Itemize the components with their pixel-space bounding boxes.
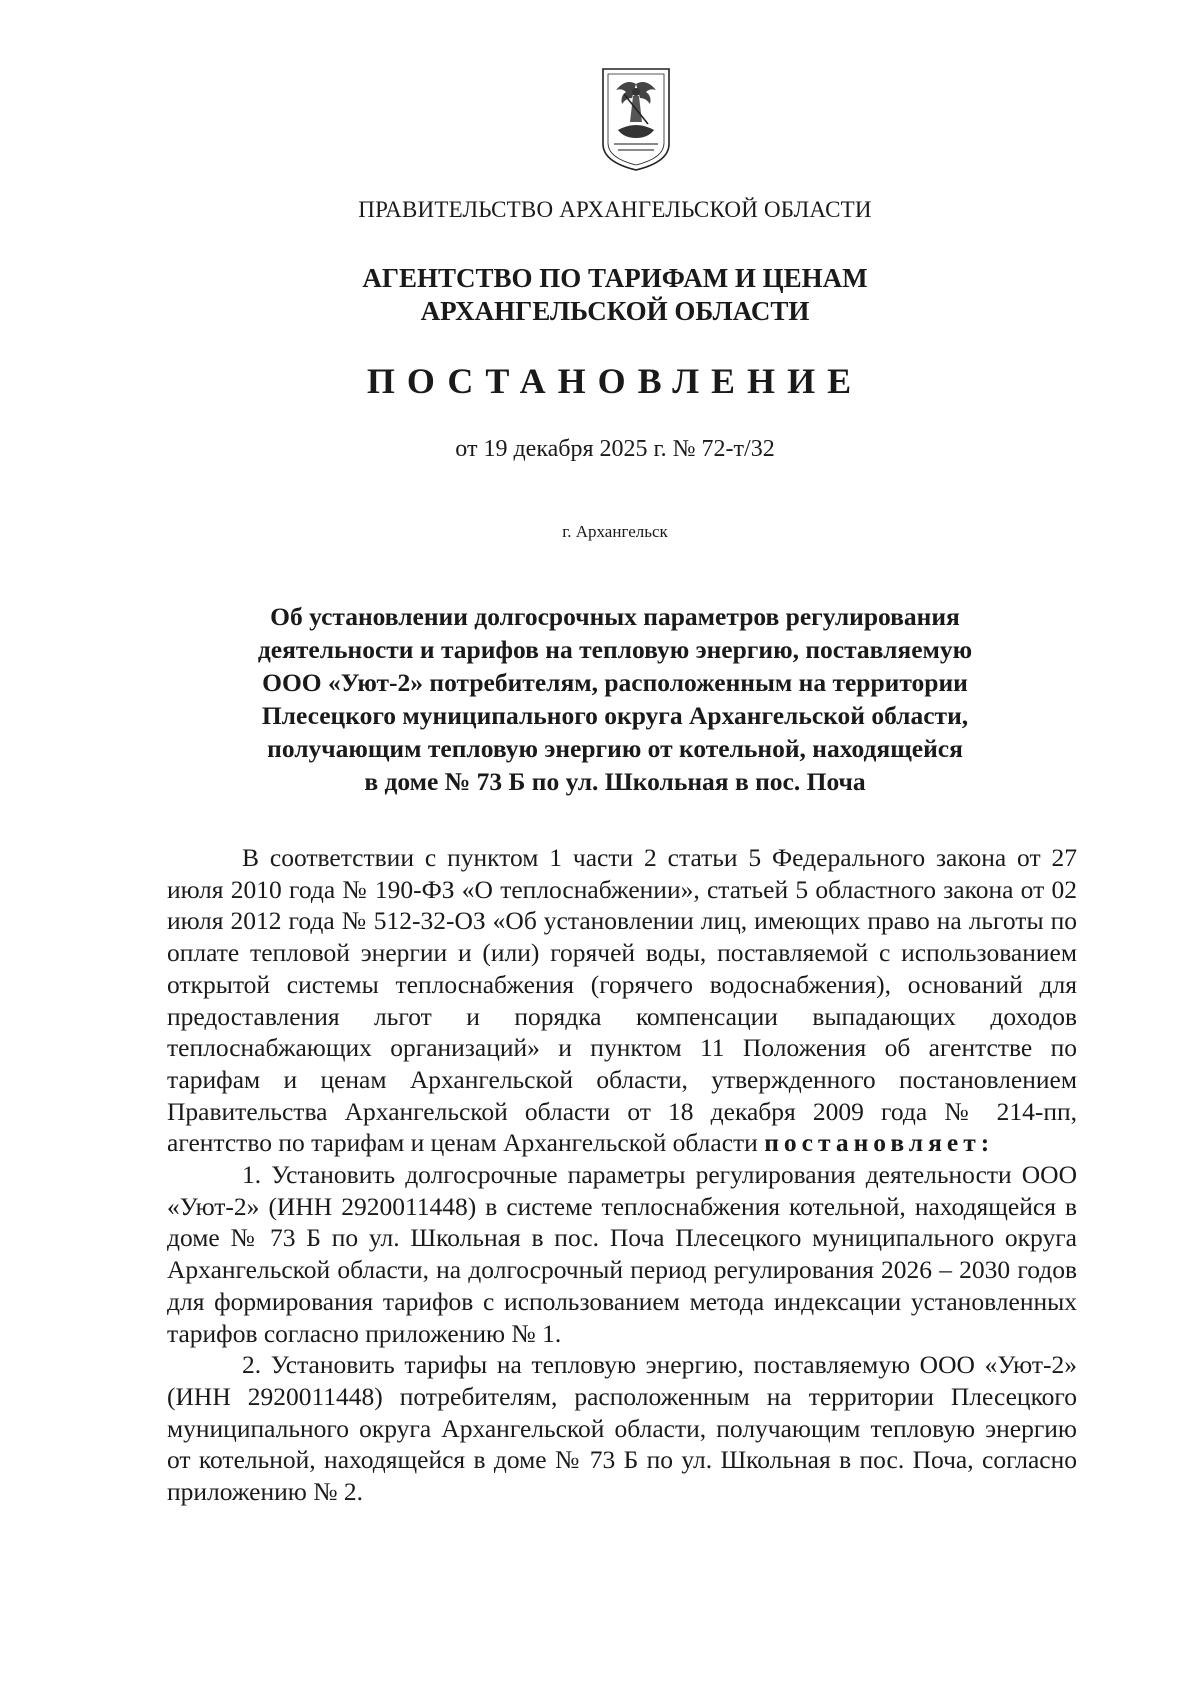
subject-line: в доме № 73 Б по ул. Школьная в пос. Почa bbox=[364, 767, 866, 796]
government-name: ПРАВИТЕЛЬСТВО АРХАНГЕЛЬСКОЙ ОБЛАСТИ bbox=[358, 197, 872, 222]
clause-1: 1. Установить долгосрочные параметры регулирования деятельности ООО «Уют-2» (ИНН 2920011448) в системе теплоснабжения котельной, находящейся в доме № 73 Б по ул. Школьная в пос. Почa Плесецкого муниципального округа Архангельской области, на долгосрочный период регулирования 2026 – 2030 годов для формирования тарифов с использованием метода индексации установленных тарифов согласно приложению № 1. bbox=[167, 1160, 1077, 1348]
decree-colon: : bbox=[980, 1128, 990, 1158]
agency-name-line-2: АРХАНГЕЛЬСКОЙ ОБЛАСТИ bbox=[420, 296, 810, 326]
subject-line: Об установлении долгосрочных параметров регулирования bbox=[270, 602, 960, 631]
clause-2: 2. Установить тарифы на тепловую энергию, поставляемую ООО «Уют-2» (ИНН 2920011448) потребителям, расположенным на территории Плесецкого муниципального округа Архангельской области, получающим тепловую энергию от котельной, находящейся в доме № 73 Б по ул. Школьная в пос. Почa, согласно приложению № 2. bbox=[167, 1350, 1077, 1507]
coat-of-arms-icon bbox=[600, 66, 672, 172]
preamble-paragraph bbox=[167, 842, 1077, 1159]
document-subject bbox=[175, 600, 1055, 798]
document-type: ПОСТАНОВЛЕНИЕ bbox=[366, 361, 864, 401]
document-body bbox=[167, 842, 1077, 1508]
document-date-number: от 19 декабря 2025 г. № 72-т/32 bbox=[455, 436, 775, 462]
subject-line: ООО «Уют-2» потребителям, расположенным на территории bbox=[262, 668, 968, 697]
preamble-text: В соответствии с пунктом 1 части 2 статьи 5 Федерального закона от 27 июля 2010 года № 190-ФЗ «О теплоснабжении», статьей 5 областного закона от 02 июля 2012 года № 512-32-ОЗ «Об установлении лиц, имеющих право на льготы по оплате тепловой энергии и (или) горячей воды, поставляемой с использованием открытой системы теплоснабжения (горячего водоснабжения), оснований для предоставления льгот и порядка компенсации выпадающих доходов теплоснабжающих организаций» и пунктом 11 Положения об агентстве по тарифам и ценам Архангельской области, утвержденного постановлением Правительства Архангельской области от 18 декабря 2009 года № 214-пп, агентство по тарифам и ценам Архангельской области bbox=[167, 843, 1077, 1158]
agency-name-line-1: АГЕНТСТВО ПО ТАРИФАМ И ЦЕНАМ bbox=[362, 263, 868, 293]
agency-name bbox=[150, 262, 1080, 328]
decree-word: постановляет bbox=[764, 1128, 981, 1158]
subject-line: Плесецкого муниципального округа Архангельской области, bbox=[261, 701, 969, 730]
document-city: г. Архангельск bbox=[562, 522, 668, 541]
subject-line: деятельности и тарифов на тепловую энергию, поставляемую bbox=[257, 635, 973, 664]
subject-line: получающим тепловую энергию от котельной, находящейся bbox=[267, 734, 963, 763]
